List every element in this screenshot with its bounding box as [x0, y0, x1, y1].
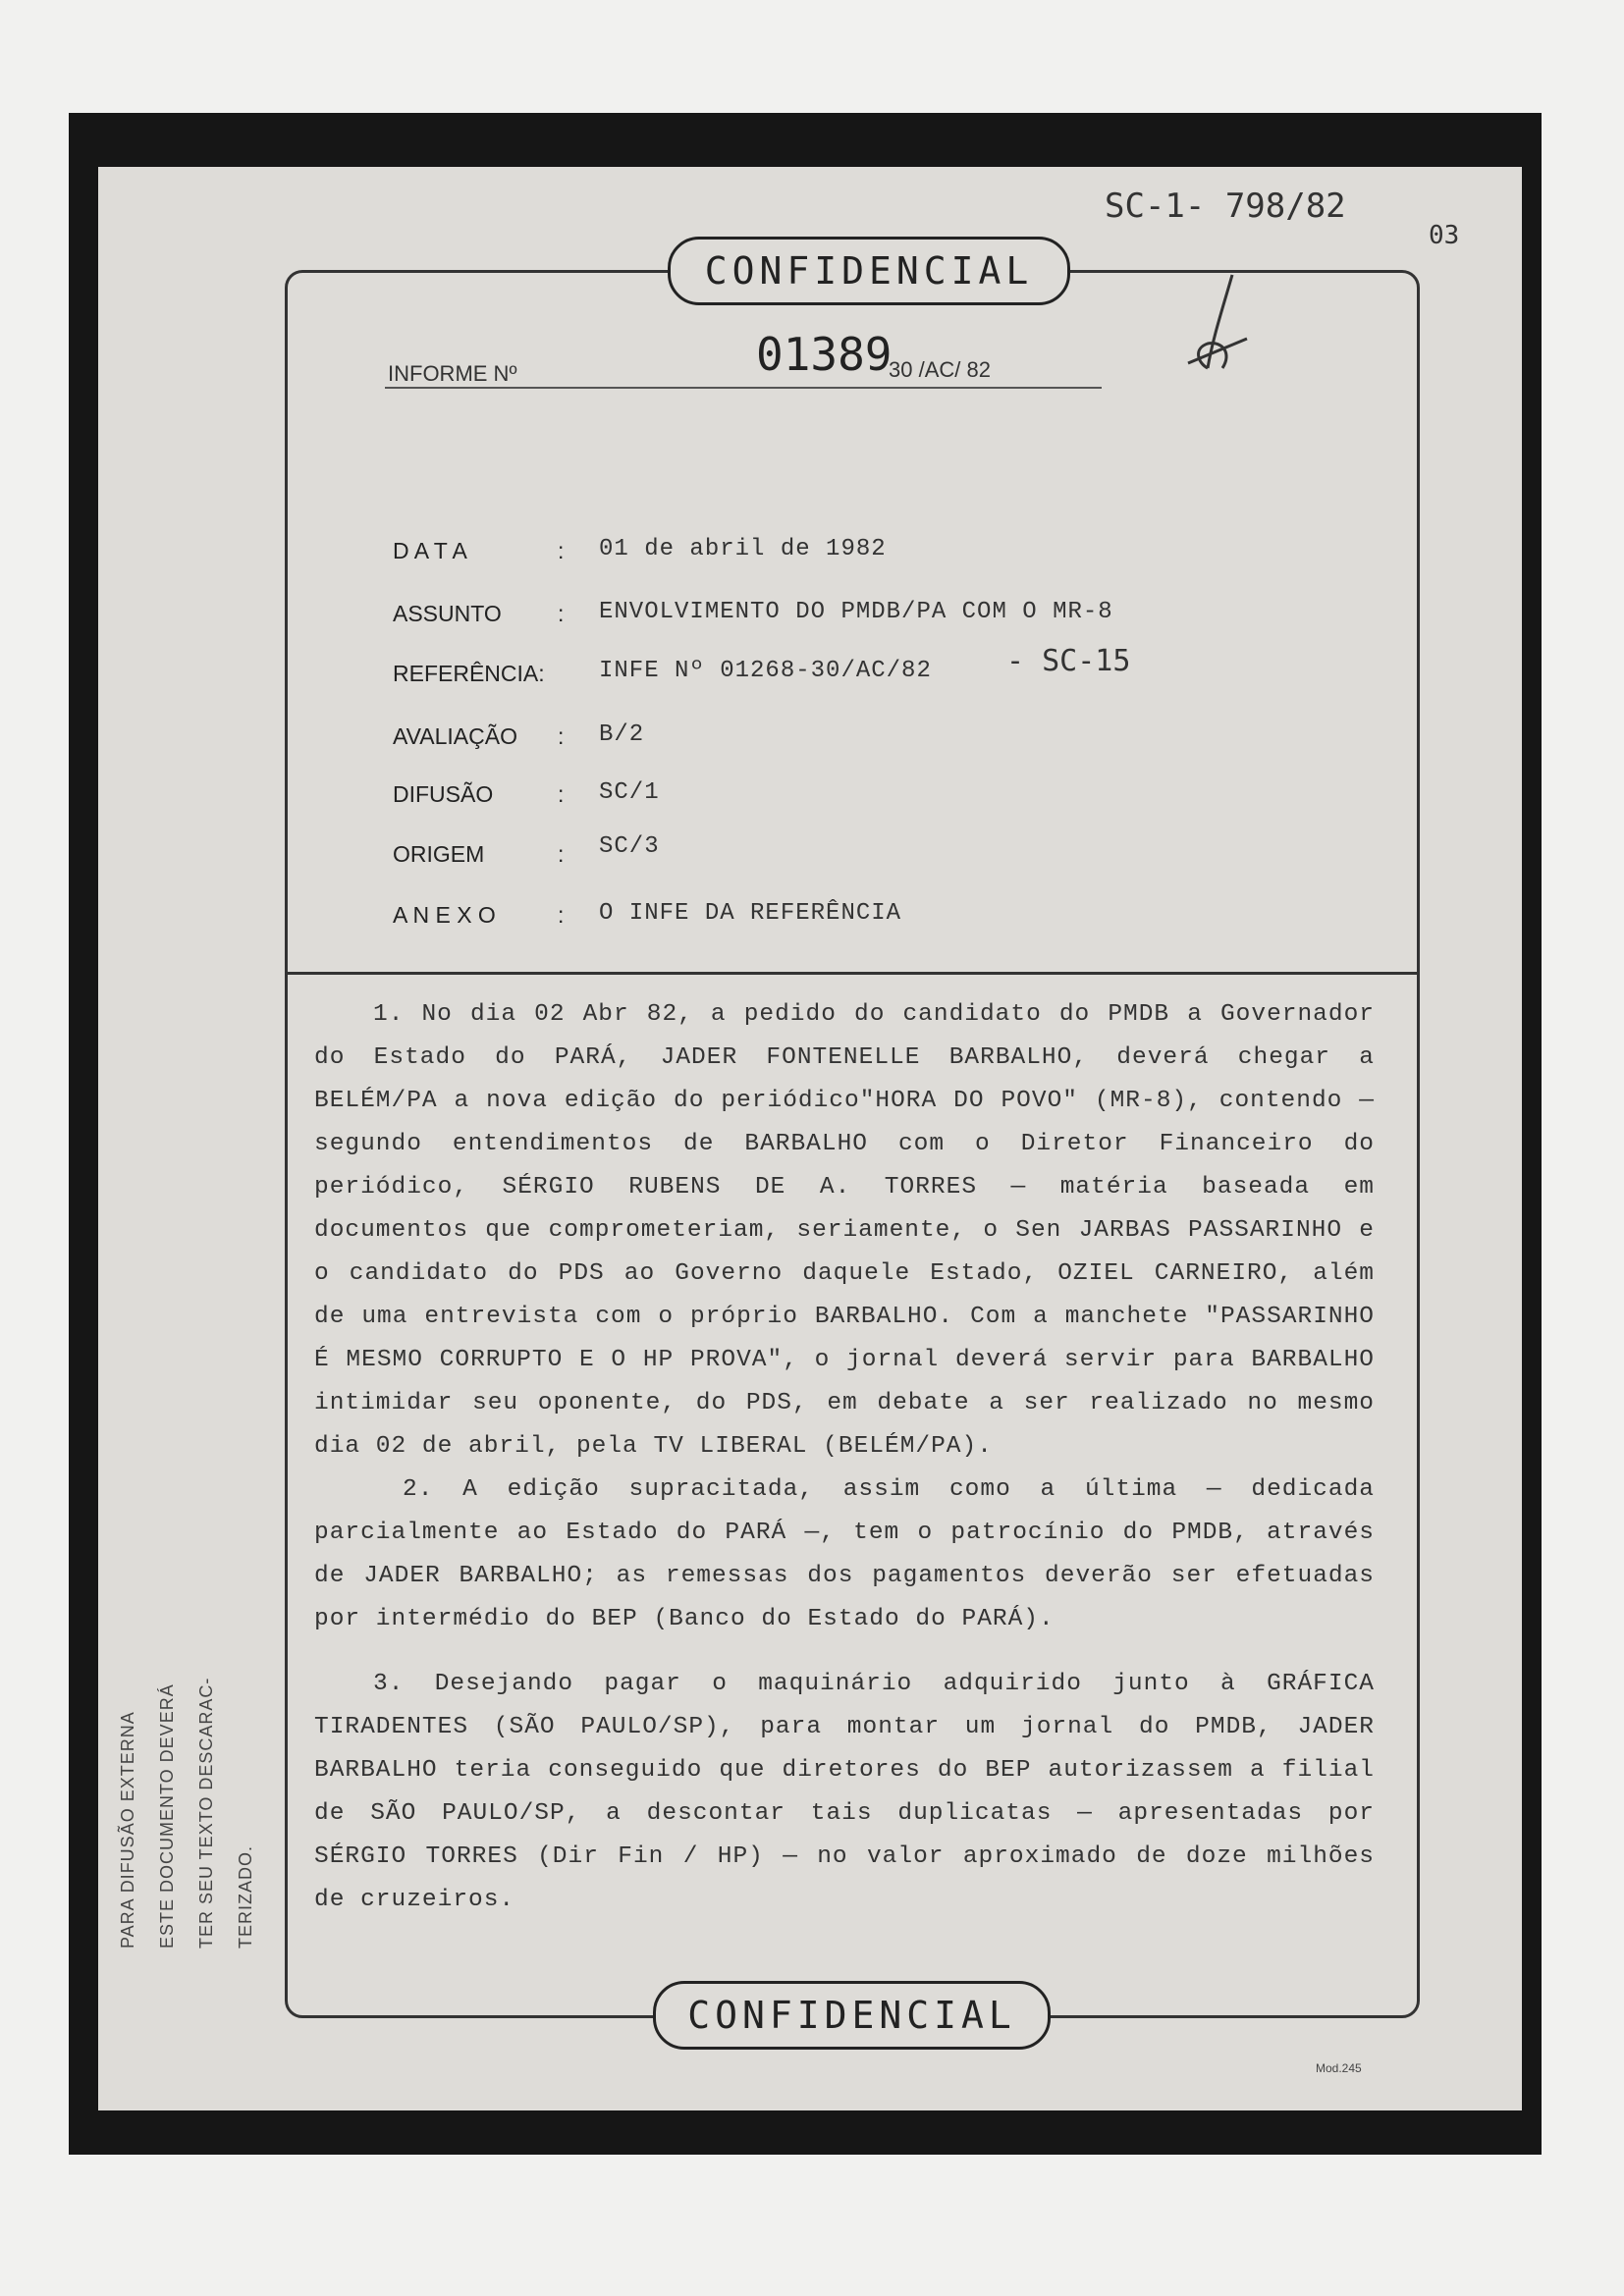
header-divider — [285, 972, 1420, 975]
field-label-difusao: DIFUSÃO — [393, 781, 494, 807]
document-body — [314, 993, 1375, 1922]
field-value-data: 01 de abril de 1982 — [599, 536, 887, 562]
confidential-stamp-bottom: CONFIDENCIAL — [653, 1981, 1051, 2050]
field-colon: : — [558, 538, 565, 563]
handwritten-reference: SC-1- 798/82 — [1105, 187, 1346, 226]
informe-number: 01389 — [756, 328, 893, 381]
field-value-origem: SC/3 — [599, 833, 660, 860]
field-value-anexo: O INFE DA REFERÊNCIA — [599, 900, 902, 927]
paragraph-1: 1. No dia 02 Abr 82, a pedido do candidato do PMDB a Governador do Estado do PARÁ, JADER FONTENELLE BARBALHO, deverá chegar a BELÉM/PA a nova edição do periódico"HORA DO POVO" (MR-8), contendo — segundo entendimentos de BARBALHO com o Diretor Financeiro do periódico, SÉRGIO RUBENS DE A. TORRES — matéria baseada em documentos que comprometeriam, seriamente, o Sen JARBAS PASSARINHO e o candidato do PDS ao Governo daquele Estado, OZIEL CARNEIRO, além de uma entrevista com o próprio BARBALHO. Com a manchete "PASSARINHO É MESMO CORRUPTO E O HP PROVA", o jornal deverá servir para BARBALHO intimidar seu oponente, do PDS, em debate a ser realizado no mesmo dia 02 de abril, pela TV LIBERAL (BELÉM/PA). — [314, 1001, 1375, 1460]
informe-suffix: 30 /AC/ 82 — [889, 357, 991, 382]
informe-underline — [385, 387, 1102, 389]
field-label-origem: ORIGEM — [393, 841, 485, 867]
field-value-assunto: ENVOLVIMENTO DO PMDB/PA COM O MR-8 — [599, 599, 1113, 625]
field-label-anexo: A N E X O — [393, 902, 496, 928]
side-note-line-3: TER SEU TEXTO DESCARAC- — [196, 1677, 216, 1949]
field-colon: : — [558, 601, 565, 626]
form-code: Mod.245 — [1316, 2061, 1362, 2075]
field-colon: : — [558, 781, 565, 807]
confidential-stamp-top: CONFIDENCIAL — [668, 237, 1070, 305]
field-label-referencia: REFERÊNCIA: — [393, 661, 545, 686]
side-note-line-1: PARA DIFUSÃO EXTERNA — [118, 1711, 137, 1949]
handwritten-reference-2: - SC-15 — [1006, 644, 1131, 678]
field-value-referencia: INFE Nº 01268-30/AC/82 — [599, 658, 932, 684]
field-colon: : — [558, 841, 565, 867]
paragraph-3: 3. Desejando pagar o maquinário adquirido junto à GRÁFICA TIRADENTES (SÃO PAULO/SP), para montar um jornal do PMDB, JADER BARBALHO teria conseguido que diretores do BEP autorizassem a filial de SÃO PAULO/SP, a descontar tais duplicatas — apresentadas por SÉRGIO TORRES (Dir Fin / HP) — no valor aproximado de doze milhões de cruzeiros. — [314, 1671, 1375, 1913]
field-label-assunto: ASSUNTO — [393, 601, 502, 626]
field-label-data: D A T A — [393, 538, 467, 563]
field-label-avaliacao: AVALIAÇÃO — [393, 723, 517, 749]
field-value-avaliacao: B/2 — [599, 721, 645, 748]
paragraph-2: 2. A edição supracitada, assim como a última — dedicada parcialmente ao Estado do PARÁ —, tem o patrocínio do PMDB, através de JADER BARBALHO; as remessas dos pagamentos deverão ser efetuadas por intermédio do BEP (Banco do Estado do PARÁ). — [314, 1476, 1375, 1632]
field-value-difusao: SC/1 — [599, 779, 660, 806]
side-note-line-4: TERIZADO. — [236, 1844, 255, 1949]
handwritten-code: 03 — [1429, 221, 1460, 250]
field-colon: : — [558, 723, 565, 749]
signature-mark — [1178, 270, 1257, 378]
side-note-line-2: ESTE DOCUMENTO DEVERÁ — [157, 1683, 177, 1949]
informe-label: INFORME Nº — [388, 361, 517, 386]
field-colon: : — [558, 902, 565, 928]
